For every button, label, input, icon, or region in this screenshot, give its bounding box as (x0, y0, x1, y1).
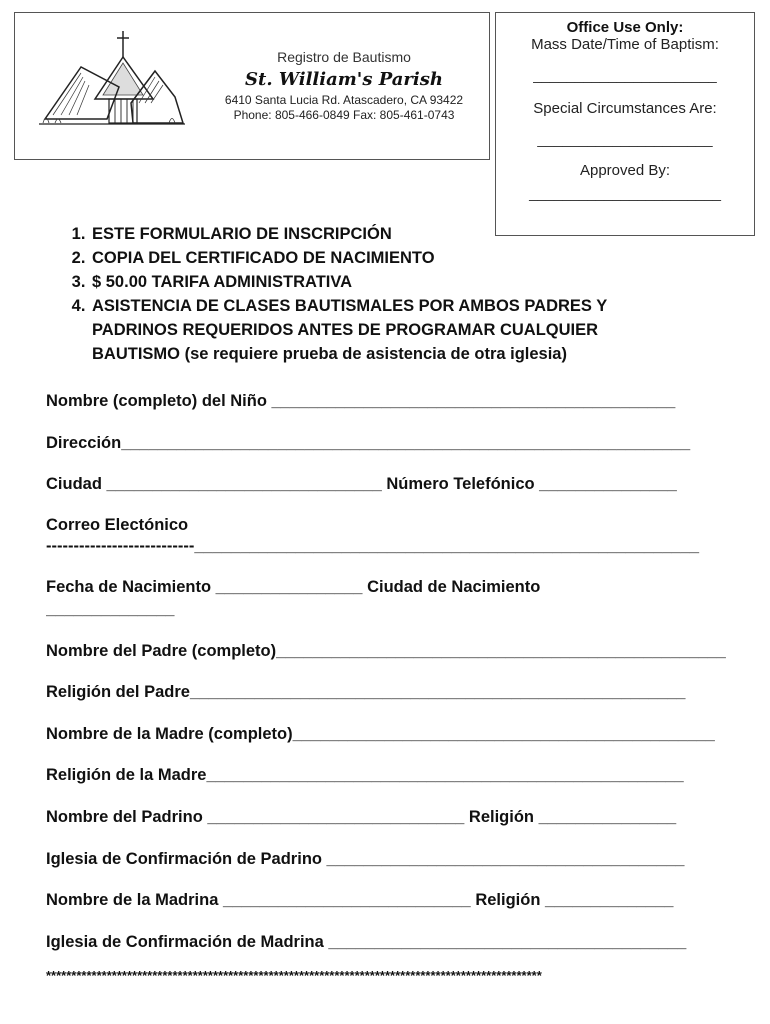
mother-name-field[interactable]: Nombre de la Madre (completo)______________________________________________ (46, 725, 715, 743)
birth-date-field[interactable]: Fecha de Nacimiento ________________ (46, 578, 363, 596)
child-name-field[interactable]: Nombre (completo) del Niño ____________________________________________ (46, 392, 676, 410)
separator-line: ************************************************************************************************** (46, 968, 542, 983)
birth-city-label: Ciudad de Nacimiento (367, 578, 541, 596)
form-title: Registro de Bautismo (277, 49, 411, 65)
mass-date-label: Mass Date/Time of Baptism: (531, 36, 719, 53)
requirements-list (46, 222, 686, 366)
office-use-box (495, 12, 755, 236)
email-field[interactable]: ---------------------------_______________________________________________________ (46, 537, 700, 555)
parish-name: St. William's Parish (245, 69, 443, 90)
church-drawing-icon (37, 27, 187, 129)
address-field[interactable]: Dirección______________________________________________________________ (46, 434, 691, 452)
mother-religion-field[interactable]: Religión de la Madre____________________________________________________ (46, 766, 684, 784)
godfather-religion-field[interactable]: Religión _______________ (468, 808, 677, 826)
birth-row (46, 578, 726, 597)
godmother-church-field[interactable]: Iglesia de Confirmación de Madrina _______________________________________ (46, 933, 687, 951)
godmother-row (46, 891, 726, 910)
parish-header (14, 12, 490, 160)
godfather-row (46, 808, 726, 827)
approved-by-field[interactable]: _______________________ (529, 185, 721, 202)
birth-city-field[interactable]: ______________ (46, 600, 175, 618)
approved-by-label: Approved By: (579, 162, 671, 179)
father-religion-field[interactable]: Religión del Padre______________________________________________________ (46, 683, 686, 701)
office-use-title: Office Use Only: (566, 19, 684, 36)
requirement-item: 2. COPIA DEL CERTIFICADO DE NACIMIENTO (90, 246, 686, 270)
phone-field[interactable]: Número Telefónico _______________ (386, 475, 677, 493)
godfather-church-field[interactable]: Iglesia de Confirmación de Padrino _______________________________________ (46, 850, 685, 868)
city-field[interactable]: Ciudad ______________________________ (46, 475, 382, 493)
mass-date-field[interactable]: ______________________ (533, 67, 717, 84)
godfather-name-field[interactable]: Nombre del Padrino ____________________________ (46, 808, 465, 826)
requirement-item: 4. ASISTENCIA DE CLASES BAUTISMALES POR AMBOS PADRES Y PADRINOS REQUERIDOS ANTES DE PROGRAMAR CUALQUIER BAUTISMO (se requiere prueba de asistencia de otra iglesia) (90, 294, 686, 366)
requirement-item: 1. ESTE FORMULARIO DE INSCRIPCIÓN (90, 222, 686, 246)
parish-phone: Phone: 805-466-0849 Fax: 805-461-0743 (233, 108, 455, 122)
godmother-religion-field[interactable]: Religión ______________ (475, 891, 674, 909)
requirement-item: 3. $ 50.00 TARIFA ADMINISTRATIVA (90, 270, 686, 294)
special-circumstances-field[interactable]: _____________________ (537, 131, 713, 148)
godmother-name-field[interactable]: Nombre de la Madrina ___________________________ (46, 891, 471, 909)
father-name-field[interactable]: Nombre del Padre (completo)_________________________________________________ (46, 642, 726, 660)
city-phone-row (46, 475, 726, 494)
parish-address: 6410 Santa Lucia Rd. Atascadero, CA 93422 (224, 93, 464, 107)
special-circumstances-label: Special Circumstances Are: (533, 100, 717, 117)
email-label: Correo Electónico (46, 516, 189, 534)
